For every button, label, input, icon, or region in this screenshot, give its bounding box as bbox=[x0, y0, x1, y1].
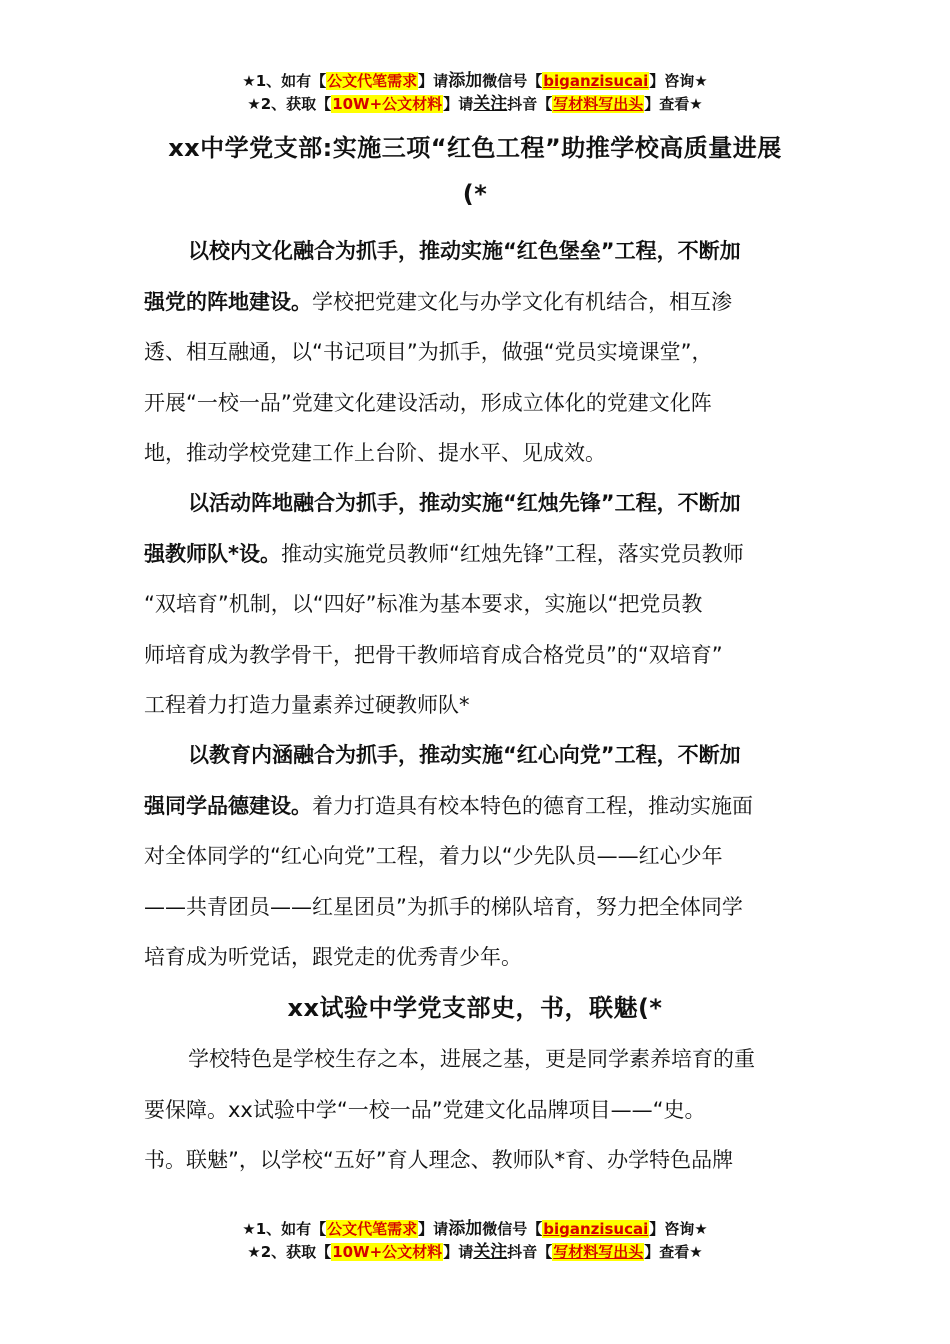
banner-text: 抖音【 bbox=[507, 95, 553, 113]
article-title bbox=[144, 125, 806, 217]
paragraph-line bbox=[144, 730, 806, 781]
paragraph-line: 工程着力打造力量素养过硬教师队* bbox=[144, 693, 470, 717]
paragraph-line: 透、相互融通，以“书记项目”为抓手，做强“党员实境课堂”， bbox=[144, 340, 713, 364]
paragraph-line: 培育成为听党话，跟党走的优秀青少年。 bbox=[144, 945, 522, 969]
banner-text: ★1、如有【 bbox=[242, 1220, 327, 1238]
paragraph-line: ——共青团员——红星团员”为抓手的梯队培育，努力把全体同学 bbox=[144, 894, 743, 919]
paragraph-line: 对全体同学的“红心向党”工程，着力以“少先队员——红心少年 bbox=[144, 844, 723, 868]
banner-douyin-id[interactable]: 写材料写出头 bbox=[553, 95, 644, 113]
paragraph-line bbox=[144, 781, 806, 832]
bottom-banner bbox=[0, 1218, 950, 1264]
paragraph-line: 地，推动学校党建工作上台阶、提水平、见成效。 bbox=[144, 441, 606, 465]
banner-text: 】请 bbox=[418, 72, 449, 90]
banner-text: 抖音【 bbox=[507, 1243, 553, 1261]
paragraph bbox=[144, 1034, 806, 1186]
paragraph bbox=[144, 478, 806, 731]
paragraph-line bbox=[144, 277, 806, 328]
article-title-line: (* bbox=[462, 180, 488, 208]
banner-line-1 bbox=[0, 70, 950, 93]
banner-wechat-id[interactable]: biganzisucai bbox=[543, 72, 649, 90]
paragraph-text: 着力打造具有校本特色的德育工程，推动实施面 bbox=[312, 793, 753, 818]
banner-highlight: 公文代笔需求 bbox=[327, 72, 418, 90]
paragraph-line: 要保障。xx试验中学“一校一品”党建文化品牌项目——“史。 bbox=[144, 1097, 706, 1122]
banner-text: 微信号【 bbox=[482, 72, 543, 90]
banner-emphasis: 关注 bbox=[473, 94, 508, 114]
banner-text: 】请 bbox=[443, 95, 474, 113]
paragraph-heading: 以教育内涵融合为抓手，推动实施“红心向党”工程，不断加 bbox=[188, 743, 741, 767]
paragraph-heading: 强党的阵地建设。 bbox=[144, 289, 312, 314]
banner-line-2 bbox=[0, 1241, 950, 1264]
banner-line-1 bbox=[0, 1218, 950, 1241]
paragraph bbox=[144, 226, 806, 479]
banner-highlight: 10W+公文材料 bbox=[332, 95, 443, 113]
paragraph-line: 学校特色是学校生存之本，进展之基，更是同学素养培育的重 bbox=[188, 1047, 755, 1071]
banner-highlight: 10W+公文材料 bbox=[332, 1243, 443, 1261]
section-title: xx试验中学党支部史，书，联魅(* bbox=[287, 994, 663, 1022]
paragraph-heading: 强教师队*设。 bbox=[144, 541, 281, 566]
paragraph-heading: 以活动阵地融合为抓手，推动实施“红烛先锋”工程，不断加 bbox=[188, 491, 741, 515]
paragraph-heading: 以校内文化融合为抓手，推动实施“红色堡垒”工程，不断加 bbox=[188, 239, 741, 263]
banner-text: 】请 bbox=[443, 1243, 474, 1261]
banner-emphasis: 添加 bbox=[448, 1219, 483, 1239]
paragraph bbox=[144, 730, 806, 983]
paragraph-line bbox=[144, 478, 806, 529]
paragraph-line bbox=[144, 226, 806, 277]
paragraph-heading: 强同学品德建设。 bbox=[144, 793, 312, 818]
banner-text: 】咨询★ bbox=[649, 72, 708, 90]
paragraph-text: 推动实施党员教师“红烛先锋”工程，落实党员教师 bbox=[280, 541, 744, 566]
paragraph-line bbox=[144, 529, 806, 580]
banner-emphasis: 关注 bbox=[473, 1242, 508, 1262]
banner-text: 】咨询★ bbox=[649, 1220, 708, 1238]
banner-text: 】查看★ bbox=[644, 1243, 703, 1261]
banner-douyin-id[interactable]: 写材料写出头 bbox=[553, 1243, 644, 1261]
paragraph-line: 开展“一校一品”党建文化建设活动，形成立体化的党建文化阵 bbox=[144, 390, 712, 415]
top-banner bbox=[0, 70, 950, 116]
banner-line-2 bbox=[0, 93, 950, 116]
banner-text: ★1、如有【 bbox=[242, 72, 327, 90]
article-title-line: xx中学党支部:实施三项“红色工程”助推学校高质量进展 bbox=[168, 134, 782, 162]
banner-text: ★2、获取【 bbox=[247, 95, 332, 113]
banner-wechat-id[interactable]: biganzisucai bbox=[543, 1220, 649, 1238]
banner-text: 微信号【 bbox=[482, 1220, 543, 1238]
paragraph-line: 师培育成为教学骨干，把骨干教师培育成合格党员”的“双培育” bbox=[144, 642, 723, 667]
banner-text: 】请 bbox=[418, 1220, 449, 1238]
banner-text: 】查看★ bbox=[644, 95, 703, 113]
banner-text: ★2、获取【 bbox=[247, 1243, 332, 1261]
paragraph-line: “双培育”机制，以“四好”标准为基本要求，实施以“把党员教 bbox=[144, 592, 703, 616]
paragraph-text: 学校把党建文化与办学文化有机结合，相互渗 bbox=[312, 289, 732, 314]
banner-highlight: 公文代笔需求 bbox=[327, 1220, 418, 1238]
banner-emphasis: 添加 bbox=[448, 71, 483, 91]
paragraph-line: 书。联魅”，以学校“五好”育人理念、教师队*育、办学特色品牌 bbox=[144, 1148, 734, 1172]
